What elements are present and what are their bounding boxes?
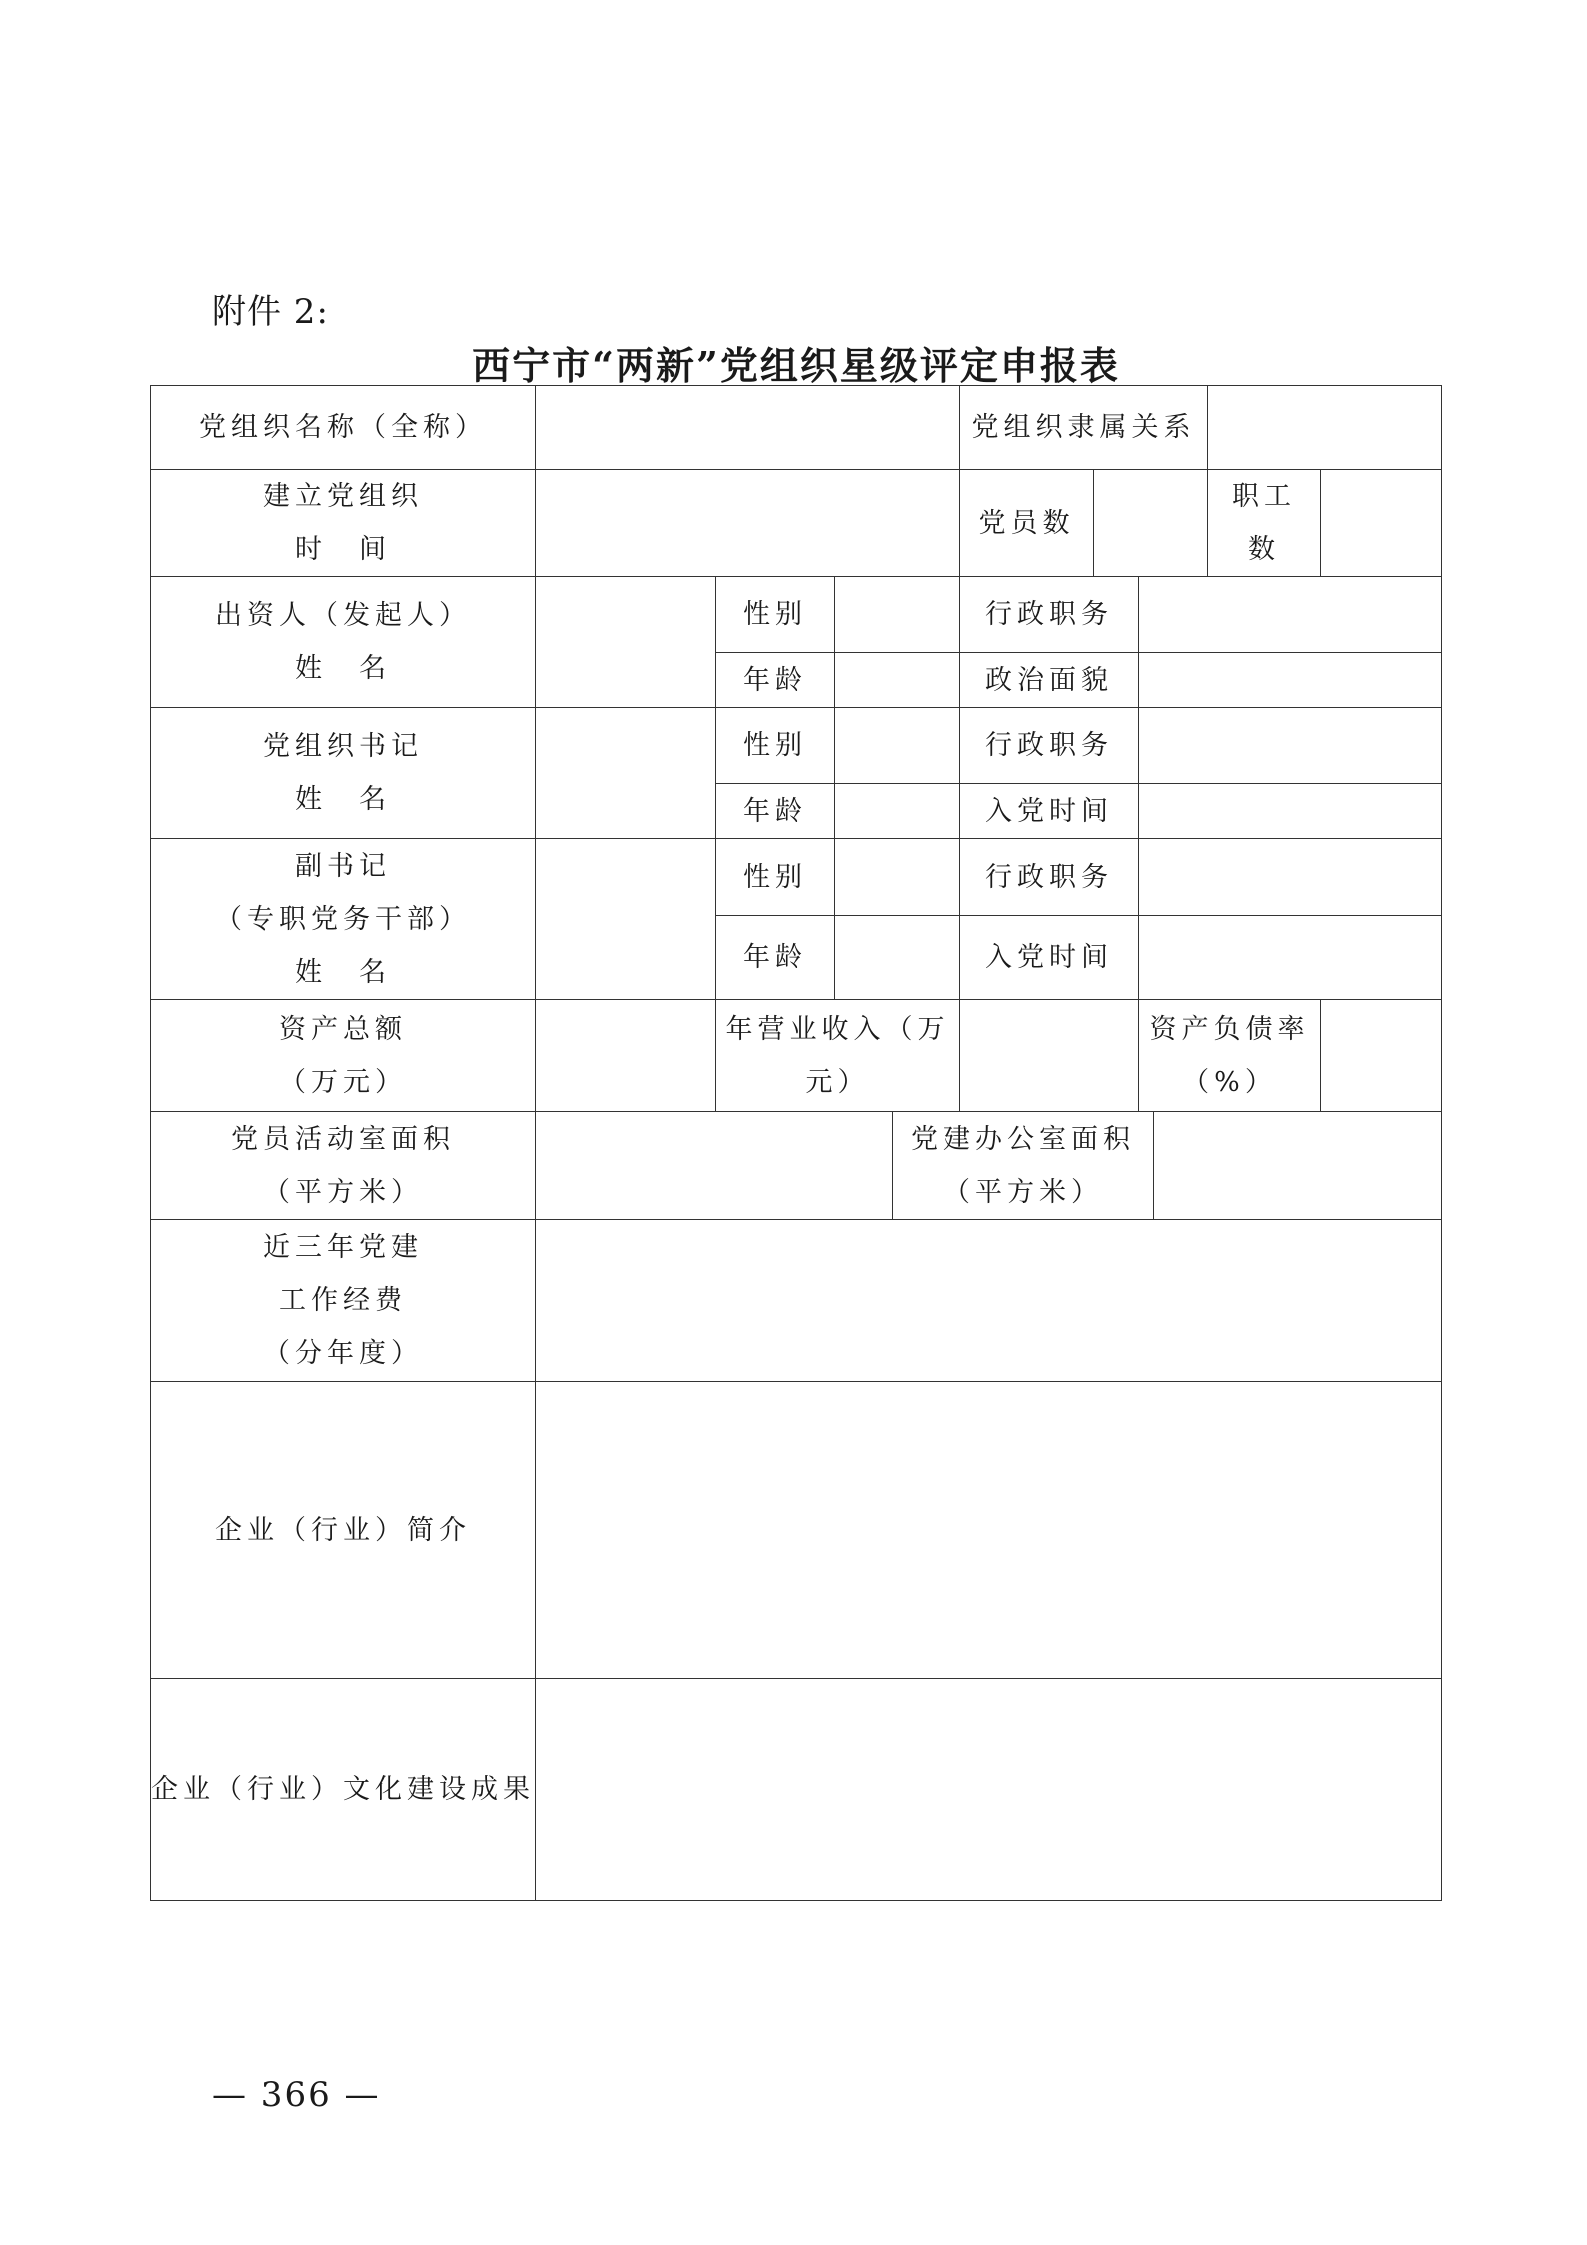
secretary-gender-field[interactable] [834,707,960,784]
form-title: 西宁市“两新”党组织星级评定申报表 [472,343,1120,388]
deputy-admin-post-label: 行政职务 [959,838,1139,916]
company-intro-field[interactable] [535,1381,1442,1679]
debt-ratio-field[interactable] [1320,999,1442,1112]
investor-age-label: 年龄 [715,652,835,708]
deputy-label-line2: （专职党务干部） [215,903,471,935]
deputy-name-label [150,838,536,1000]
member-count-label: 党员数 [959,469,1094,577]
activity-room-label-line2: （平方米） [263,1176,423,1208]
investor-name-field[interactable] [535,576,716,708]
org-name-label: 党组织名称（全称） [150,385,536,470]
total-assets-label [150,999,536,1112]
debt-ratio-label-line1: 资产负债率 [1149,1013,1310,1045]
investor-label-line1: 出资人（发起人） [215,600,471,631]
deputy-gender-label: 性别 [715,838,835,916]
funding-label-line2: 工作经费 [279,1285,407,1316]
founding-time-label [150,469,536,577]
investor-admin-post-field[interactable] [1138,576,1442,653]
activity-room-area-field[interactable] [535,1111,893,1220]
total-assets-label-line1: 资产总额 [279,1013,407,1045]
annual-revenue-field[interactable] [959,999,1139,1112]
funding-label-line1: 近三年党建 [263,1232,423,1263]
debt-ratio-label [1138,999,1321,1112]
office-room-label-line1: 党建办公室面积 [911,1123,1135,1155]
investor-name-label [150,576,536,708]
deputy-gender-field[interactable] [834,838,960,916]
annual-revenue-label-line2: 元） [805,1066,870,1098]
party-funding-field[interactable] [535,1219,1442,1382]
investor-political-status-label: 政治面貌 [959,652,1139,708]
secretary-name-label [150,707,536,839]
office-room-label-line2: （平方米） [943,1176,1103,1208]
page-number: — 366 — [212,2075,381,2115]
secretary-join-party-label: 入党时间 [959,783,1139,839]
deputy-name-field[interactable] [535,838,716,1000]
culture-achievements-field[interactable] [535,1678,1442,1901]
secretary-join-party-field[interactable] [1138,783,1442,839]
investor-gender-label: 性别 [715,576,835,653]
secretary-age-field[interactable] [834,783,960,839]
application-form [150,385,1442,1901]
deputy-admin-post-field[interactable] [1138,838,1442,916]
funding-label-line3: （分年度） [263,1338,423,1369]
annual-revenue-label [715,999,960,1112]
activity-room-area-label [150,1111,536,1220]
deputy-join-party-field[interactable] [1138,915,1442,1000]
deputy-age-label: 年龄 [715,915,835,1000]
secretary-label-line2: 姓 名 [295,784,391,815]
org-name-field[interactable] [535,385,960,470]
office-room-area-field[interactable] [1153,1111,1442,1220]
total-assets-label-line2: （万元） [279,1066,407,1098]
secretary-admin-post-label: 行政职务 [959,707,1139,784]
deputy-age-field[interactable] [834,915,960,1000]
secretary-age-label: 年龄 [715,783,835,839]
org-affiliation-label: 党组织隶属关系 [959,385,1208,470]
investor-age-field[interactable] [834,652,960,708]
secretary-name-field[interactable] [535,707,716,839]
member-count-field[interactable] [1093,469,1208,577]
party-funding-label [150,1219,536,1382]
attachment-label: 附件 2: [212,292,329,332]
annual-revenue-label-line1: 年营业收入（万 [725,1013,950,1045]
staff-count-label-line1: 职工 [1232,481,1296,512]
founding-time-field[interactable] [535,469,960,577]
secretary-admin-post-field[interactable] [1138,707,1442,784]
secretary-label-line1: 党组织书记 [263,731,423,762]
deputy-label-line3: 姓 名 [295,956,391,988]
activity-room-label-line1: 党员活动室面积 [231,1123,455,1155]
staff-count-label-line2: 数 [1248,534,1280,565]
total-assets-field[interactable] [535,999,716,1112]
office-room-area-label [892,1111,1154,1220]
founding-time-label-line2: 时 间 [295,534,391,565]
investor-admin-post-label: 行政职务 [959,576,1139,653]
staff-count-field[interactable] [1320,469,1442,577]
org-affiliation-field[interactable] [1207,385,1442,470]
deputy-join-party-label: 入党时间 [959,915,1139,1000]
debt-ratio-label-line2: （%） [1182,1066,1277,1098]
investor-political-status-field[interactable] [1138,652,1442,708]
staff-count-label [1207,469,1321,577]
secretary-gender-label: 性别 [715,707,835,784]
founding-time-label-line1: 建立党组织 [263,481,423,512]
company-intro-label: 企业（行业）简介 [150,1381,536,1679]
investor-label-line2: 姓 名 [295,653,391,684]
culture-achievements-label: 企业（行业）文化建设成果 [150,1678,536,1901]
investor-gender-field[interactable] [834,576,960,653]
deputy-label-line1: 副书记 [295,850,391,882]
